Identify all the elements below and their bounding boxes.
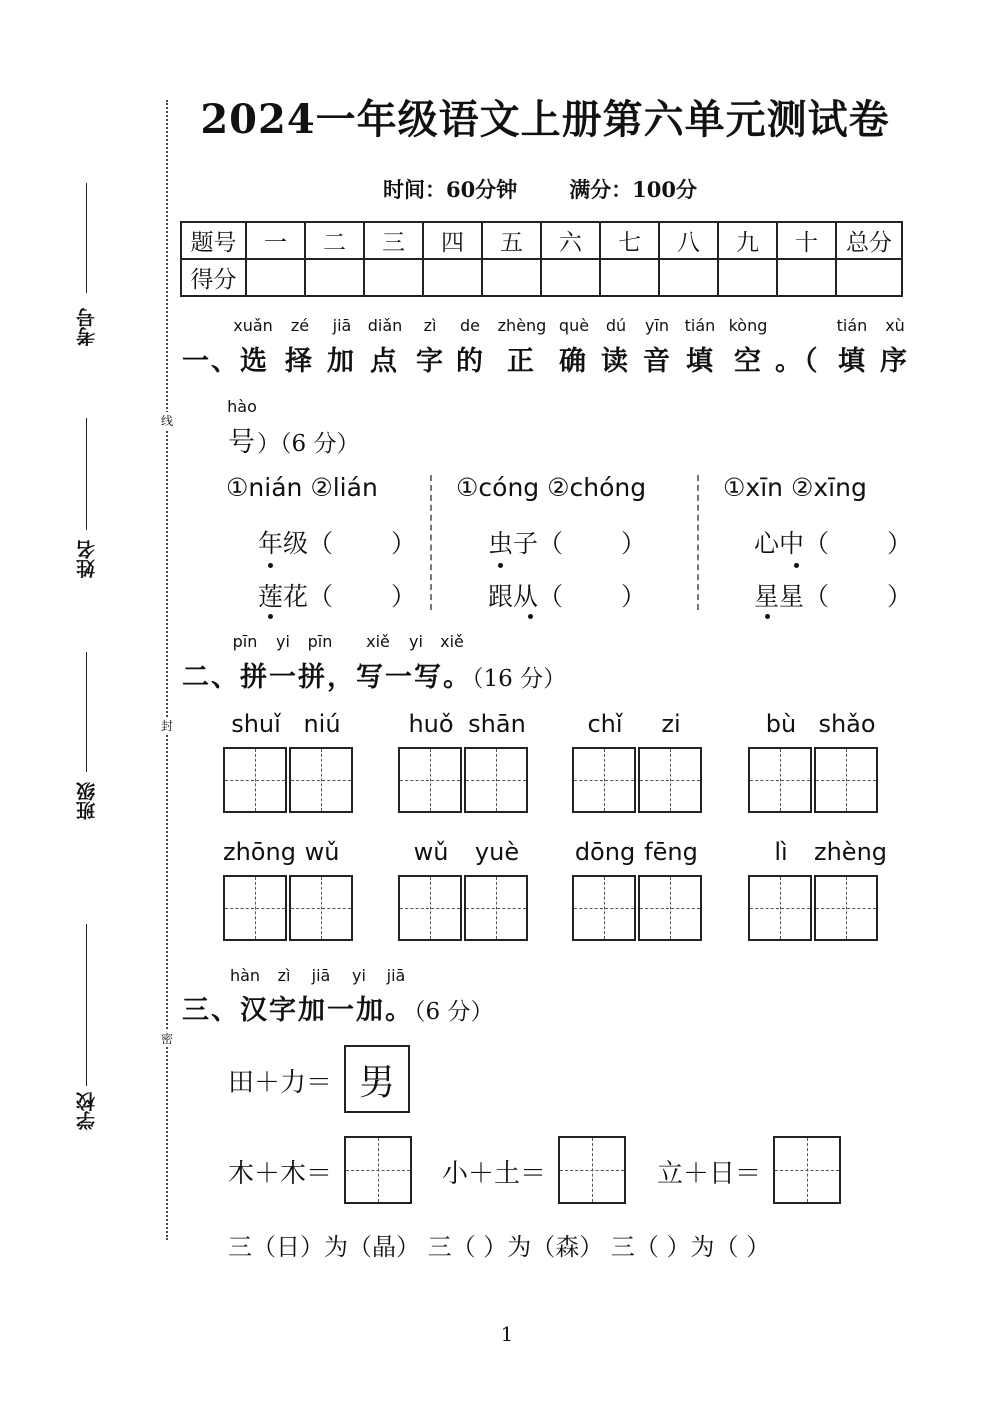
cut-mark-feng: 封	[160, 719, 173, 733]
dotted-char: 莲	[258, 582, 284, 611]
writing-grid-box[interactable]	[289, 875, 353, 941]
score-header-cell: 四	[423, 222, 482, 259]
section-char	[228, 420, 359, 459]
emphasis-dot	[268, 614, 273, 619]
writing-grid-box[interactable]	[814, 747, 878, 813]
pinyin: yi	[276, 632, 290, 651]
exam-number-label: 考号	[76, 308, 98, 346]
school-label: 学校	[76, 1092, 98, 1130]
answer-grid-box[interactable]	[344, 1136, 412, 1204]
dotted-char: 中	[779, 529, 805, 558]
option-label: ①xīn	[723, 473, 783, 502]
paren-open: （	[308, 529, 334, 558]
pinyin-syllable: wǔ	[413, 838, 449, 866]
writing-grid-box[interactable]	[398, 875, 462, 941]
pinyin: pīn	[232, 632, 258, 651]
score-header-cell: 五	[482, 222, 541, 259]
school-line	[86, 924, 87, 1086]
option-label: ②lián	[310, 473, 378, 502]
exam-meta	[0, 174, 1000, 204]
word-item	[488, 577, 646, 613]
pinyin: pīn	[307, 632, 333, 651]
answer-grid-box[interactable]	[558, 1136, 626, 1204]
writing-grid-box[interactable]	[748, 747, 812, 813]
score-table	[180, 221, 903, 297]
pinyin-syllable: chǐ	[587, 710, 623, 738]
score-header-cell: 三	[364, 222, 423, 259]
writing-grid-box[interactable]	[638, 875, 702, 941]
pinyin: yi	[352, 966, 366, 985]
paren-close: ）	[887, 582, 913, 611]
pinyin-syllable: huǒ	[408, 710, 454, 738]
score-entry-cell[interactable]	[659, 259, 718, 296]
addition-equation: 小＋土＝	[442, 1159, 547, 1189]
score-table-score-row	[181, 259, 902, 296]
score-entry-cell[interactable]	[541, 259, 600, 296]
score-entry-cell[interactable]	[836, 259, 902, 296]
pinyin-syllable: fēng	[644, 838, 698, 866]
pinyin: xiě	[366, 632, 390, 651]
pinyin-syllable: shuǐ	[231, 710, 281, 738]
name-label: 姓名	[76, 540, 98, 578]
writing-grid-box[interactable]	[289, 747, 353, 813]
word-char: 跟	[488, 582, 514, 611]
group-divider	[430, 475, 432, 610]
dotted-char: 年	[258, 529, 284, 558]
section3-heading-text: 三、汉字加一加。	[182, 995, 414, 1026]
pinyin-syllable: wǔ	[304, 838, 340, 866]
pinyin: de	[460, 316, 480, 335]
paren-close: ）	[887, 529, 913, 558]
score-header-cell: 九	[718, 222, 777, 259]
paren-open: （	[804, 529, 830, 558]
pinyin-syllable: lì	[774, 838, 788, 866]
pinyin: yi	[409, 632, 423, 651]
pinyin: hàn	[229, 966, 261, 985]
writing-grid-box[interactable]	[223, 747, 287, 813]
word-char: 花	[283, 582, 309, 611]
score-header-cell: 七	[600, 222, 659, 259]
pinyin-syllable: dōng	[574, 838, 636, 866]
section2-heading-text: 二、拼一拼，写一写。	[182, 662, 472, 693]
section2-points: （16 分）	[472, 666, 567, 692]
paren-close: ）	[621, 529, 647, 558]
class-label: 班级	[76, 782, 98, 820]
paren-close: ）	[391, 529, 417, 558]
word-item	[754, 577, 912, 613]
cut-mark-mi: 密	[160, 1032, 173, 1046]
pinyin-syllable: zi	[661, 710, 681, 738]
section-char: 的	[456, 346, 485, 377]
pinyin-syllable: bù	[765, 710, 797, 738]
emphasis-dot	[765, 614, 770, 619]
option-label: ②xīng	[790, 473, 867, 502]
dotted-char: 从	[513, 582, 539, 611]
dotted-char: 星	[754, 582, 780, 611]
option-label: ①nián	[226, 473, 303, 502]
addition-equation: 木＋木＝	[228, 1159, 333, 1189]
addition-equation: 立＋日＝	[657, 1159, 762, 1189]
score-entry-cell[interactable]	[482, 259, 541, 296]
score-header-cell: 二	[305, 222, 364, 259]
pinyin: xù	[885, 316, 905, 335]
writing-grid-box[interactable]	[638, 747, 702, 813]
writing-grid-box[interactable]	[572, 747, 636, 813]
emphasis-dot	[528, 614, 533, 619]
section3-title	[182, 988, 493, 1027]
score-header-cell: 总分	[836, 222, 902, 259]
answer-grid-box[interactable]	[773, 1136, 841, 1204]
word-item	[754, 524, 912, 560]
pinyin: zì	[423, 316, 437, 335]
emphasis-dot	[794, 563, 799, 568]
pinyin-syllable: shān	[468, 710, 526, 738]
example-answer-box: 男	[344, 1045, 410, 1113]
section-char: 确	[559, 346, 588, 377]
pinyin: zhèng	[497, 316, 547, 335]
word-char: 级	[283, 529, 309, 558]
section-char: 音	[643, 346, 672, 377]
option-1	[226, 473, 378, 502]
score-header-cell: 题号	[181, 222, 246, 259]
pinyin: dú	[605, 316, 627, 335]
writing-grid-box[interactable]	[398, 747, 462, 813]
section-char: 序	[880, 346, 909, 377]
pinyin: tián	[684, 316, 716, 335]
score-row-label: 得分	[181, 259, 246, 296]
score-entry-cell[interactable]	[423, 259, 482, 296]
word-char: 子	[513, 529, 539, 558]
pinyin: kòng	[728, 316, 768, 335]
score-entry-cell[interactable]	[305, 259, 364, 296]
score-header-cell: 六	[541, 222, 600, 259]
pinyin-syllable: niú	[303, 710, 341, 738]
word-item	[258, 524, 416, 560]
pinyin: zé	[290, 316, 310, 335]
score-entry-cell[interactable]	[246, 259, 305, 296]
score-entry-cell[interactable]	[600, 259, 659, 296]
binding-dotted-line	[166, 100, 168, 1240]
option-1	[456, 473, 646, 502]
pinyin: jiā	[332, 316, 352, 335]
paren-close: ）	[621, 582, 647, 611]
section-char: 号	[228, 427, 257, 458]
section-char: 一、选	[182, 346, 269, 377]
section1-points: ）（6 分）	[257, 431, 360, 457]
pinyin: diǎn	[367, 316, 403, 335]
writing-grid-box[interactable]	[748, 875, 812, 941]
writing-grid-box[interactable]	[814, 875, 878, 941]
section-char: 填	[686, 346, 715, 377]
paren-open: （	[538, 529, 564, 558]
section-char: 点	[370, 346, 399, 377]
pinyin: xuǎn	[233, 316, 273, 335]
pinyin: jiā	[311, 966, 331, 985]
pinyin-syllable: yuè	[474, 838, 520, 866]
pinyin-syllable: zhōng	[223, 838, 296, 866]
pinyin: xiě	[440, 632, 464, 651]
writing-grid-box[interactable]	[464, 875, 528, 941]
example-equation: 田＋力＝	[228, 1068, 333, 1098]
score-entry-cell[interactable]	[364, 259, 423, 296]
section-char: 正	[507, 346, 536, 377]
section-char: 空	[734, 346, 763, 377]
pinyin: jiā	[386, 966, 406, 985]
dotted-char: 虫	[488, 529, 514, 558]
section-char: 字	[416, 346, 445, 377]
paren-close: ）	[391, 582, 417, 611]
writing-grid-box[interactable]	[223, 875, 287, 941]
cut-mark-xian: 线	[160, 414, 173, 428]
word-char: 心	[754, 529, 780, 558]
page-title: 2024一年级语文上册第六单元测试卷	[200, 96, 890, 143]
full-score: 满分：100分	[569, 177, 698, 202]
section-char: 加	[327, 346, 356, 377]
pinyin: yīn	[644, 316, 670, 335]
score-entry-cell[interactable]	[718, 259, 777, 296]
page-number: 1	[500, 1322, 514, 1346]
word-char: 星	[779, 582, 805, 611]
time-limit: 时间：60分钟	[382, 177, 518, 202]
option-label: ①cóng	[456, 473, 540, 502]
word-item	[258, 577, 416, 613]
group-divider	[697, 475, 699, 610]
writing-grid-box[interactable]	[464, 747, 528, 813]
section-char: 。（	[775, 346, 820, 377]
section-char: 读	[601, 346, 630, 377]
pinyin: tián	[836, 316, 868, 335]
score-header-cell: 一	[246, 222, 305, 259]
section-char: 择	[285, 346, 314, 377]
paren-open: （	[804, 582, 830, 611]
score-entry-cell[interactable]	[777, 259, 836, 296]
pinyin-syllable: shǎo	[818, 710, 876, 738]
pinyin-syllable: zhèng	[814, 838, 888, 866]
writing-grid-box[interactable]	[572, 875, 636, 941]
pinyin: què	[558, 316, 590, 335]
score-table-header-row	[181, 222, 902, 259]
section3-points: （6 分）	[414, 999, 494, 1025]
paren-open: （	[308, 582, 334, 611]
option-1	[723, 473, 867, 502]
section-char: 填	[838, 346, 867, 377]
name-line	[86, 418, 87, 530]
pinyin: zì	[277, 966, 291, 985]
pinyin: hào	[227, 397, 257, 416]
emphasis-dot	[498, 563, 503, 568]
emphasis-dot	[268, 563, 273, 568]
paren-open: （	[538, 582, 564, 611]
class-line	[86, 652, 87, 772]
fill-in-line: 三（日）为（晶） 三（ ）为（森） 三（ ）为（ ）	[228, 1233, 771, 1261]
score-header-cell: 十	[777, 222, 836, 259]
score-header-cell: 八	[659, 222, 718, 259]
section2-title	[182, 655, 566, 694]
word-item	[488, 524, 646, 560]
option-label: ②chóng	[547, 473, 647, 502]
